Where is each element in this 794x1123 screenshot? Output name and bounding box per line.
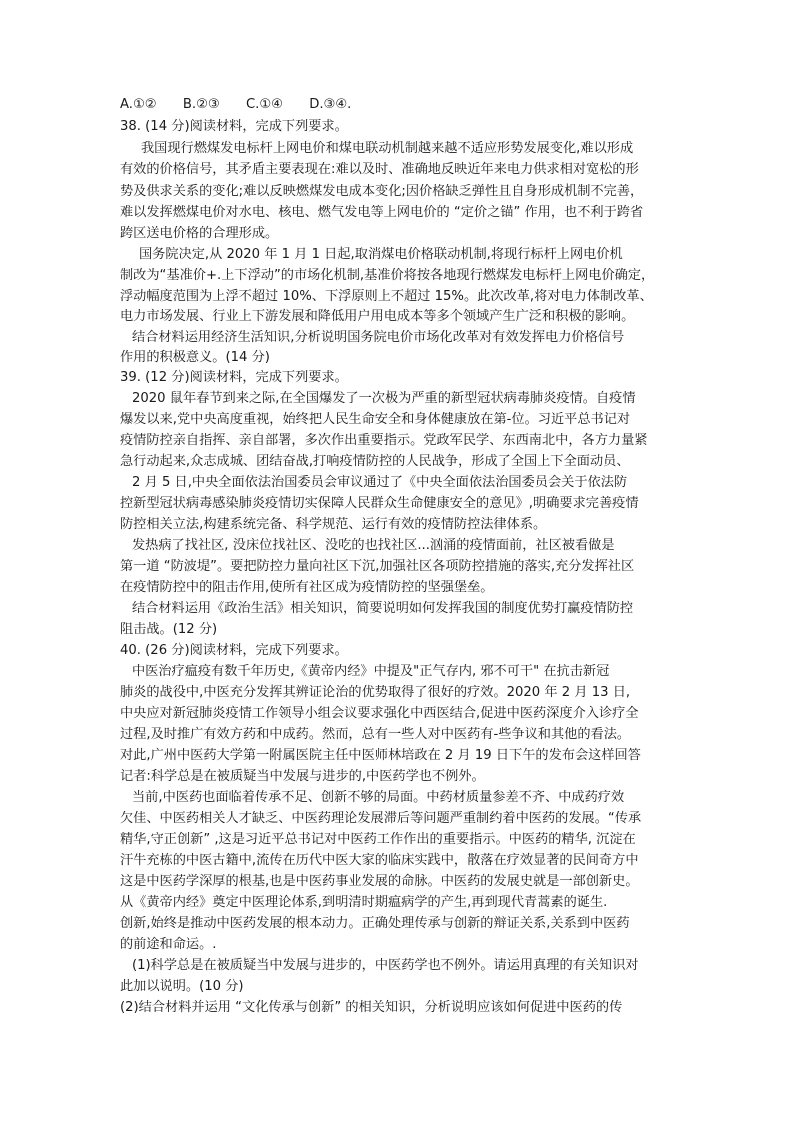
option-b: B.②③ — [182, 97, 220, 112]
q39-line-3: 疫情防控亲自指挥、亲自部署，多次作出重要指示。党政军民学、东西南北中，各方力量紧 — [120, 433, 648, 448]
question-38-header: 38. (14 分)阅读材料，完成下列要求。 — [120, 119, 348, 134]
answer-options — [120, 95, 373, 115]
option-a: A.①② — [120, 97, 157, 112]
question-40-header: 40. (26 分)阅读材料，完成下列要求。 — [120, 643, 348, 658]
q39-line-10: 在疫情防控中的阻击作用,使所有社区成为疫情防控的坚强堡垒。 — [120, 580, 494, 595]
q40-line-12: 从《黄帝内经》奠定中医理论体系,到明清时期瘟病学的产生,再到现代青蒿素的诞生. — [120, 895, 608, 910]
q38-line-7: 制改为“基准价+.上下浮动”的市场化机制,基准价将按各地现行燃煤发电标杆上网电价确定， — [120, 268, 655, 283]
q40-line-7: 当前,中医药也面临着传承不足、创新不够的局面。中药材质量参差不齐、中成药疗效 — [132, 790, 625, 805]
q40-line-11: 这是中医药学深厚的根基,也是中医药事业发展的命脉。中医药的发展史就是一部创新史。 — [120, 874, 639, 889]
q38-line-11: 作用的积极意义。(14 分) — [120, 350, 270, 365]
option-c: C.①④ — [245, 97, 283, 112]
q40-line-10: 汗牛充栋的中医古籍中,流传在历代中医大家的临床实践中，散落在疗效显著的民间奇方中 — [120, 853, 639, 868]
q39-line-1: 2020 鼠年春节到来之际,在全国爆发了一次极为严重的新型冠状病毒肺炎疫情。自疫情 — [132, 391, 636, 406]
q38-line-2: 有效的价格信号，其矛盾主要表现在:难以及时、准确地反映近年来电力供求相对宽松的形 — [120, 162, 639, 177]
q40-line-8: 欠佳、中医药相关人才缺乏、中医药理论发展滞后等问题严重制约着中医药的发展。“传承 — [120, 811, 642, 826]
q40-subq-2-line-1: (2)结合材料并运用 “文化传承与创新” 的相关知识，分析说明应该如何促进中医药的传 — [120, 1000, 623, 1015]
q40-subq-1-line-1: (1)科学总是在被质疑当中发展与进步的，中医药学也不例外。请运用真理的有关知识对 — [132, 958, 639, 973]
q39-line-7: 防控相关立法,构建系统完备、科学规范、运行有效的疫情防控法律体系。 — [120, 517, 547, 532]
q39-line-12: 阻击战。(12 分) — [120, 622, 218, 637]
q40-line-1: 中医治疗瘟疫有数千年历史,《黄帝内经》中提及"正气存内, 邪不可干" 在抗击新冠 — [132, 664, 610, 679]
q38-line-1: 我国现行燃煤发电标杆上网电价和煤电联动机制越来越不适应形势发展变化,难以形成 — [141, 141, 634, 156]
q38-line-6: 国务院决定,从 2020 年 1 月 1 日起,取消煤电价格联动机制,将现行标杆上网电价机 — [139, 247, 623, 262]
q39-line-9: 第一道 “防波堤”。要把防控力量向社区下沉,加强社区各项防控措施的落实,充分发挥社区 — [120, 559, 635, 574]
q40-line-5: 对此,广州中医药大学第一附属医院主任中医师林培政在 2 月 19 日下午的发布会这样回答 — [120, 748, 641, 763]
q38-line-5: 跨区送电价格的合理形成。 — [120, 226, 279, 241]
q38-line-10: 结合材料运用经济生活知识,分析说明国务院电价市场化改革对有效发挥电力价格信号 — [132, 330, 625, 345]
q38-line-3: 势及供求关系的变化;难以反映燃煤发电成本变化;因价格缺乏弹性且自身形成机制不完善， — [120, 184, 644, 199]
q40-line-14: 的前途和命运。. — [120, 937, 217, 952]
q39-line-11: 结合材料运用《政治生活》相关知识，简要说明如何发挥我国的制度优势打赢疫情防控 — [132, 601, 634, 616]
option-d: D.③④. — [309, 97, 352, 112]
q40-line-4: 过程,及时推广有效方药和中成药。然而，总有一些人对中医药有-些争议和其他的看法。 — [120, 727, 631, 742]
q39-line-6: 控新型冠状病毒感染肺炎疫情切实保障人民群众生命健康安全的意见》,明确要求完善疫情 — [120, 496, 639, 511]
q38-line-8: 浮动幅度范围为上浮不超过 10%、下浮原则上不超过 15%。此次改革,将对电力体制改革、 — [120, 289, 653, 304]
q40-line-13: 创新,始终是推动中医药发展的根本动力。正确处理传承与创新的辩证关系,关系到中医药 — [120, 916, 630, 931]
q39-line-4: 急行动起来,众志成城、团结奋战,打响疫情防控的人民战争，形成了全国上下全面动员、 — [120, 454, 630, 469]
q40-line-2: 肺炎的战役中,中医充分发挥其辨证论治的优势取得了很好的疗效。2020 年 2 月 13 日, — [120, 685, 631, 700]
q40-subq-1-line-2: 此加以说明。(10 分) — [120, 979, 244, 994]
q40-line-6: 记者:科学总是在被质疑当中发展与进步的,中医药学也不例外。 — [120, 769, 485, 784]
question-39-header: 39. (12 分)阅读材料，完成下列要求。 — [120, 370, 348, 385]
q39-line-5: 2 月 5 日,中央全面依法治国委员会审议通过了《中央全面依法治国委员会关于依法防 — [132, 475, 628, 490]
q38-line-4: 难以发挥燃煤电价对水电、核电、燃气发电等上网电价的 “定价之锚” 作用，也不利于跨省 — [120, 205, 644, 220]
q40-line-3: 中央应对新冠肺炎疫情工作领导小组会议要求强化中西医结合,促进中医药深度介入诊疗全 — [120, 706, 639, 721]
q40-line-9: 精华,守正创新” ,这是习近平总书记对中医药工作作出的重要指示。中医药的精华, 沉淀在 — [120, 832, 636, 847]
q38-line-9: 电力市场发展、行业上下游发展和降低用户用电成本等多个领域产生广泛和积极的影响。 — [120, 309, 635, 324]
q39-line-8: 发热病了找社区, 没床位找社区、没吃的也找社区...汹涌的疫情面前，社区被看做是 — [132, 538, 615, 553]
q39-line-2: 爆发以来,党中央高度重视，始终把人民生命安全和身体健康放在第-位。习近平总书记对 — [120, 412, 631, 427]
